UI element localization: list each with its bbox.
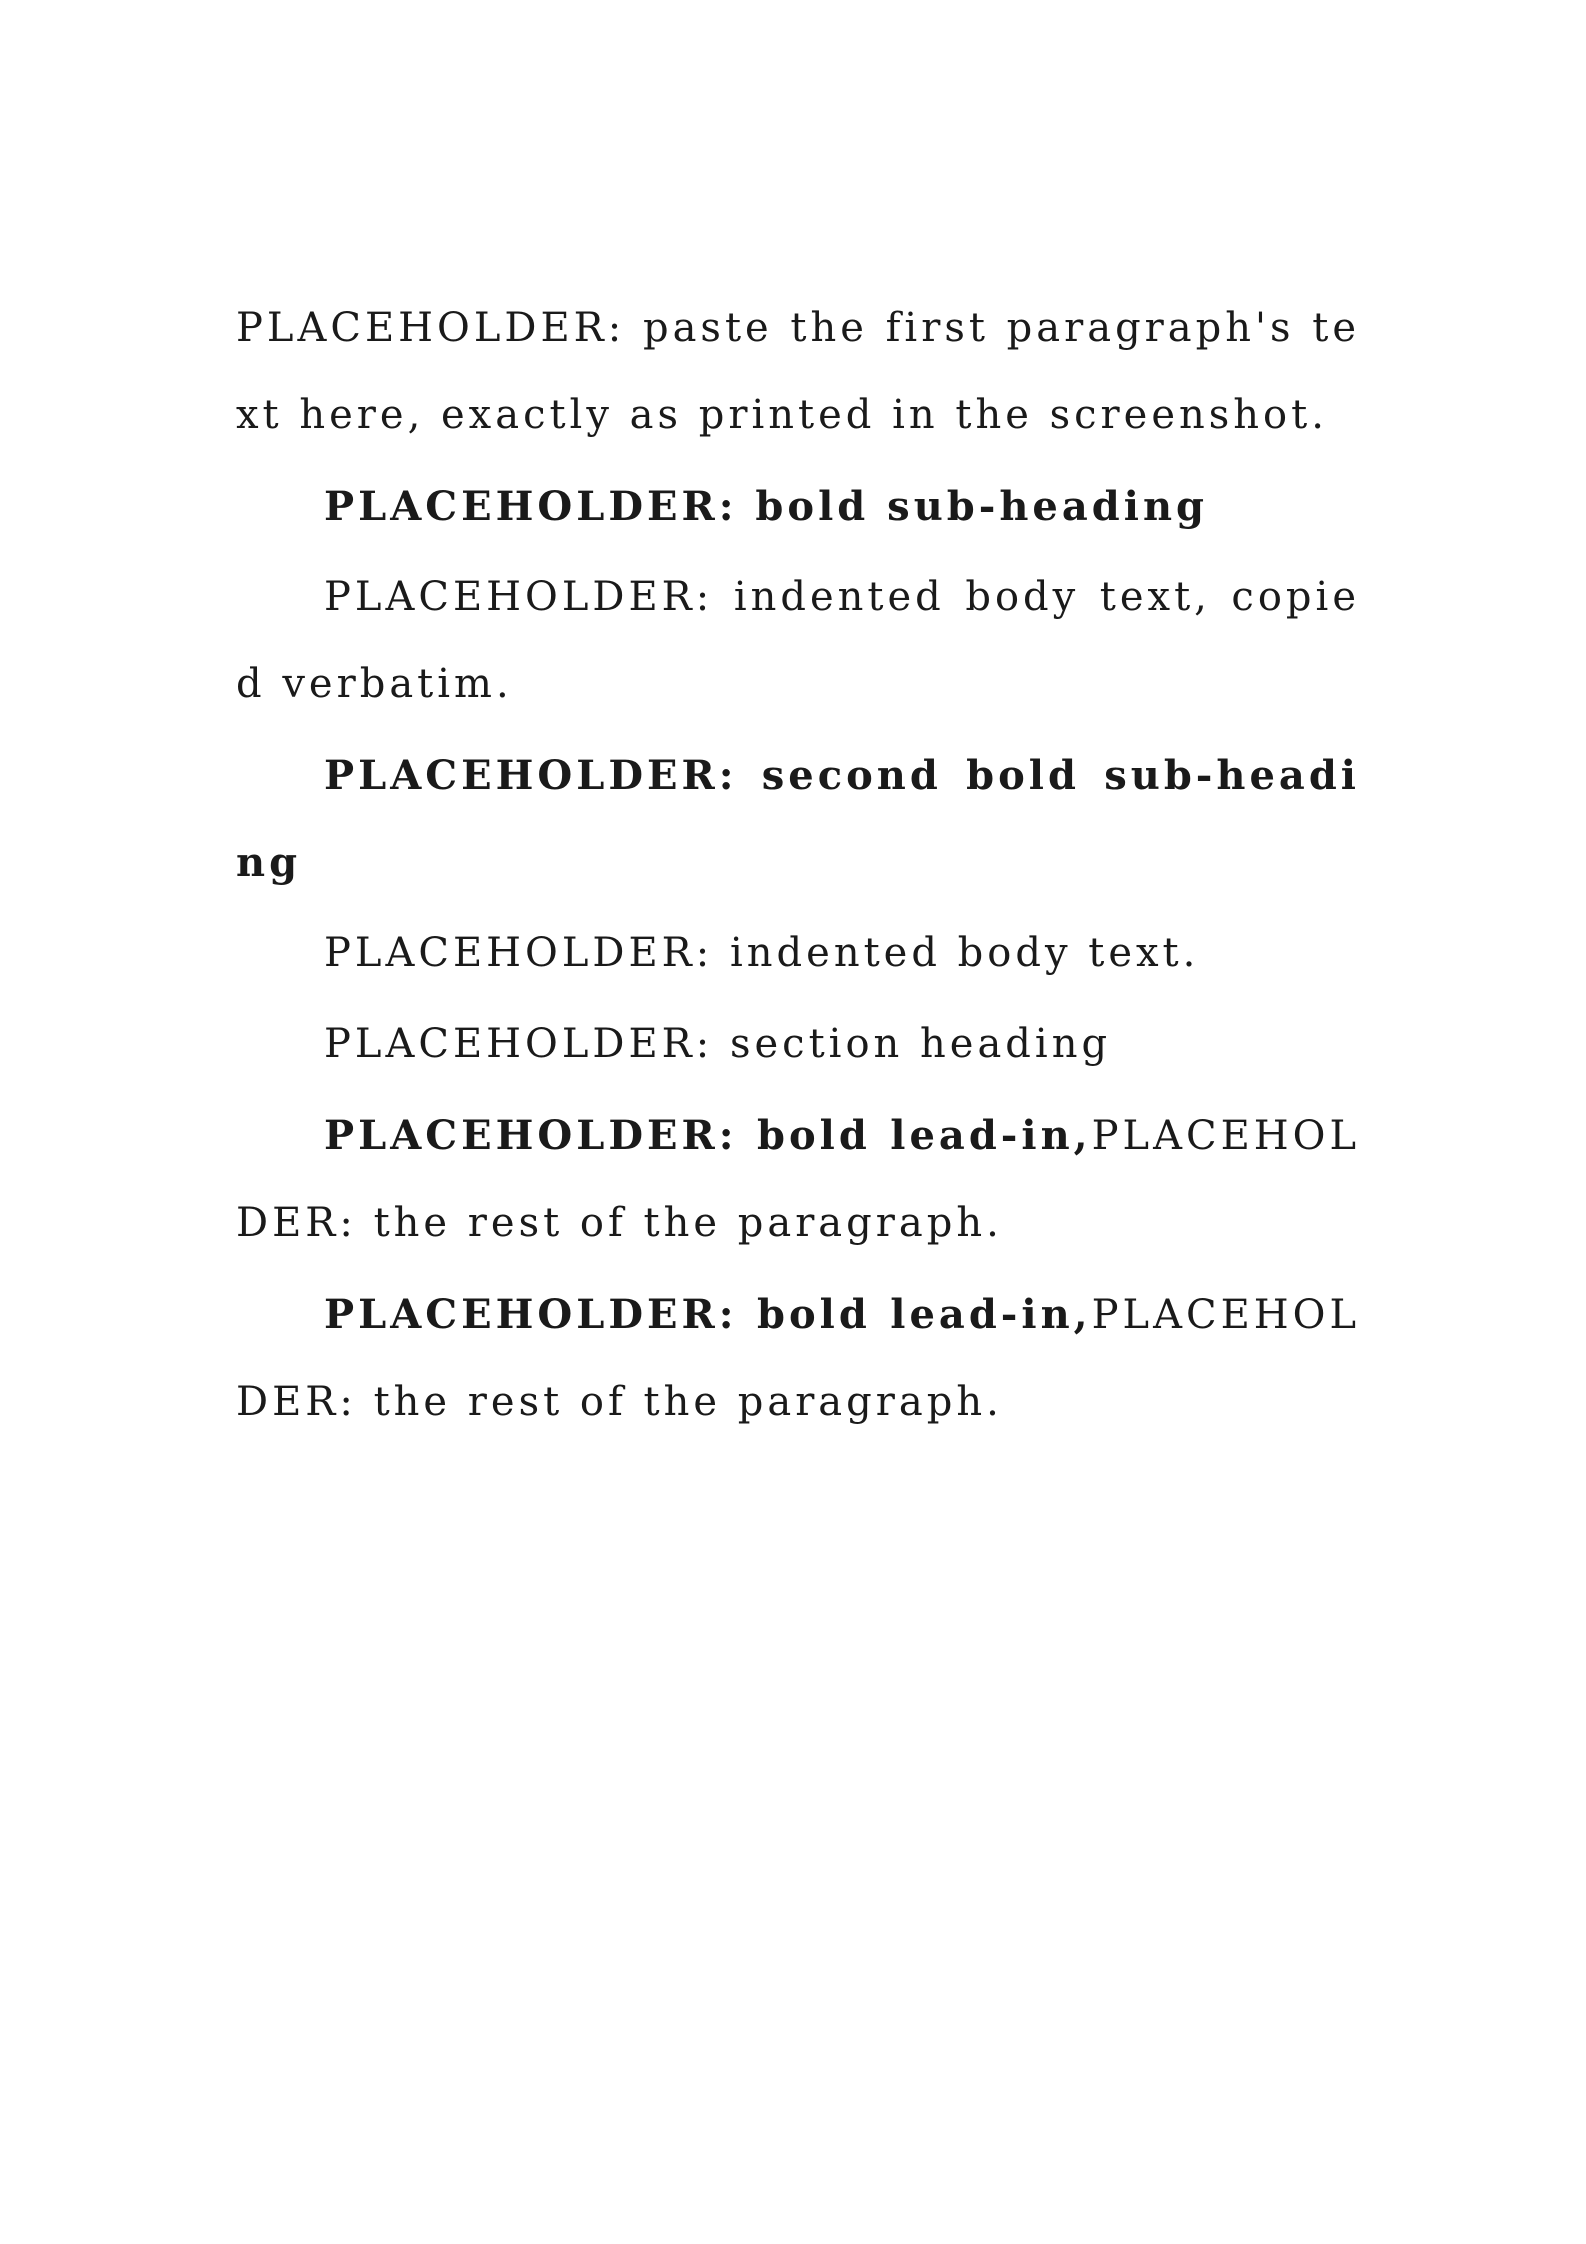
paragraph-text: PLACEHOLDER: indented body text. (324, 930, 1200, 976)
paragraph-lead: PLACEHOLDER: bold lead-in, (324, 1291, 1092, 1338)
paragraph-text: PLACEHOLDER: the rest of the paragraph. (236, 1292, 1360, 1425)
subheading-text: PLACEHOLDER: second bold sub-heading (236, 752, 1360, 886)
section-heading-special-groups (236, 1001, 1360, 1088)
paragraph-registration-conditions (236, 554, 1360, 728)
paragraph-continuation (236, 285, 1360, 459)
subheading-hedong-out-of-district (236, 463, 1360, 550)
paragraph-poor-families (236, 1092, 1360, 1267)
subheading-migrant-children (236, 732, 1360, 906)
section-heading-text: PLACEHOLDER: section heading (324, 1021, 1112, 1067)
paragraph-required-conditions (236, 910, 1360, 997)
paragraph-text: PLACEHOLDER: paste the first paragraph's text here, exactly as printed in the screenshot. (236, 305, 1360, 438)
paragraph-lead: PLACEHOLDER: bold lead-in, (324, 1112, 1092, 1159)
document-body (236, 285, 1360, 1446)
paragraph-text: PLACEHOLDER: the rest of the paragraph. (236, 1113, 1360, 1246)
paragraph-left-behind-children (236, 1271, 1360, 1446)
subheading-text: PLACEHOLDER: bold sub-heading (324, 483, 1209, 530)
paragraph-text: PLACEHOLDER: indented body text, copied verbatim. (236, 574, 1360, 707)
